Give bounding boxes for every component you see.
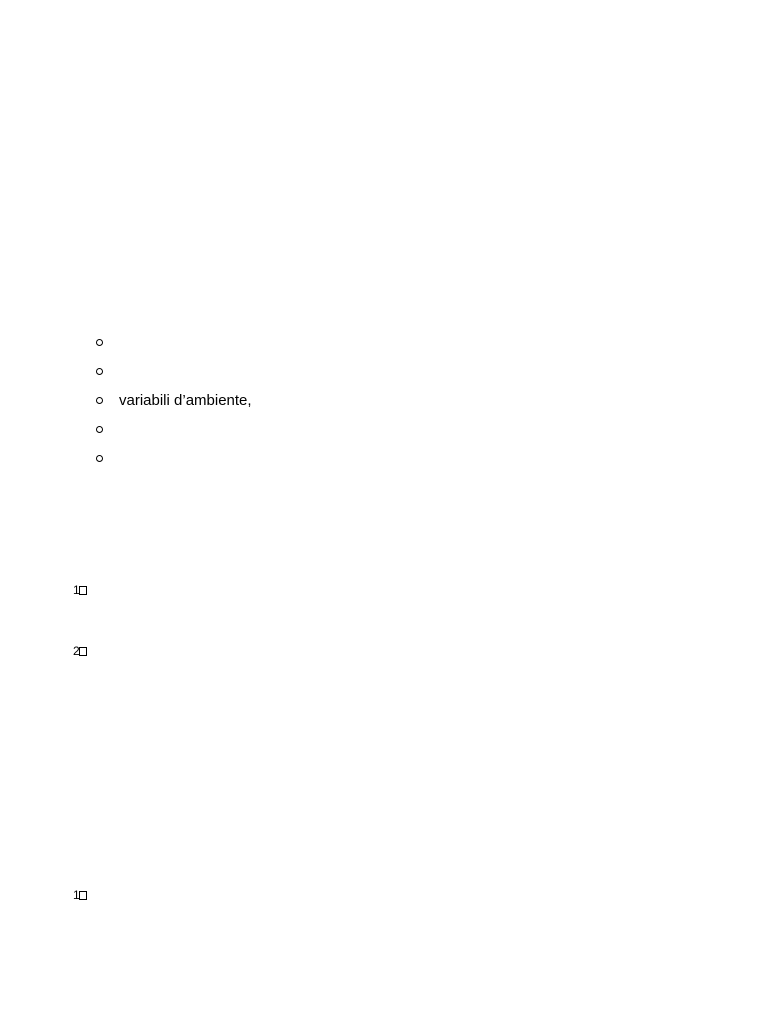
white-circle-bullet-icon <box>96 455 103 462</box>
white-circle-bullet-icon <box>96 339 103 346</box>
white-circle-bullet-icon <box>96 426 103 433</box>
numbered-marker <box>73 888 87 902</box>
white-circle-bullet-icon <box>96 368 103 375</box>
missing-glyph-box-icon <box>79 647 87 656</box>
marker-number: 1 <box>73 888 79 902</box>
white-circle-bullet-icon <box>96 397 103 404</box>
numbered-marker <box>73 583 87 597</box>
marker-number: 1 <box>73 583 79 597</box>
list-item-text: variabili d’ambiente, <box>119 392 252 409</box>
marker-number: 2 <box>73 644 79 658</box>
missing-glyph-box-icon <box>79 891 87 900</box>
numbered-marker <box>73 644 87 658</box>
missing-glyph-box-icon <box>79 586 87 595</box>
